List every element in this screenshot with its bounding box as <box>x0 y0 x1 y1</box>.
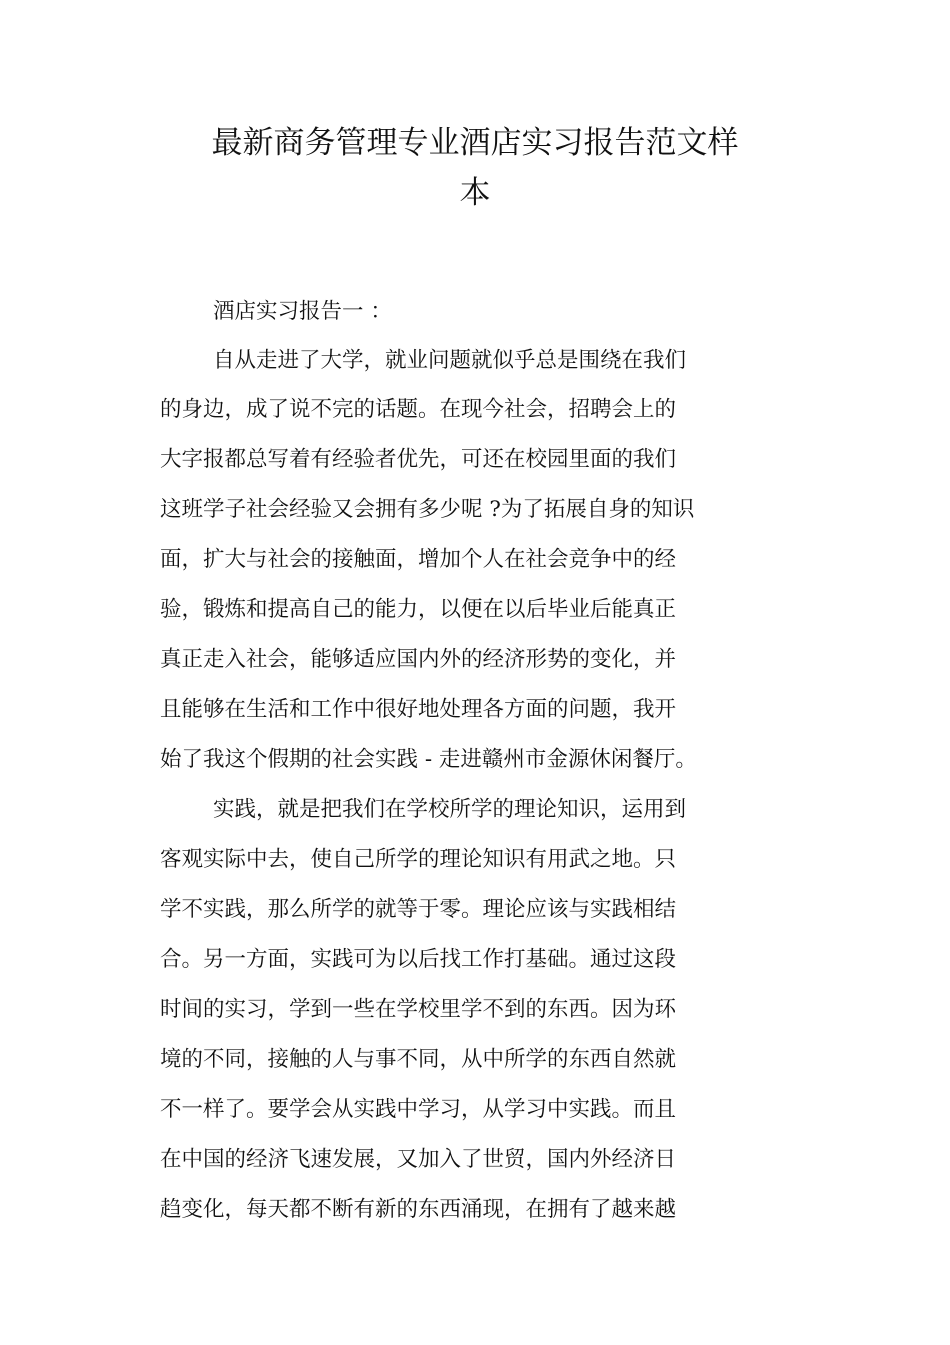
paragraph-1-line-7: 真正走入社会，能够适应国内外的经济形势的变化，并 <box>160 647 677 672</box>
paragraph-2-line-7: 不一样了。要学会从实践中学习，从学习中实践。而且 <box>160 1097 677 1122</box>
paragraph-1-line-1: 自从走进了大学，就业问题就似乎总是围绕在我们 <box>213 348 687 373</box>
paragraph-2-line-4: 合。另一方面，实践可为以后找工作打基础。通过这段 <box>160 947 677 972</box>
paragraph-2-line-8: 在中国的经济飞速发展，又加入了世贸，国内外经济日 <box>160 1147 677 1172</box>
paragraph-1-line-2: 的身边，成了说不完的话题。在现今社会，招聘会上的 <box>160 397 677 422</box>
paragraph-2-line-2: 客观实际中去，使自己所学的理论知识有用武之地。只 <box>160 847 677 872</box>
section-heading: 酒店实习报告一 ： <box>213 299 392 324</box>
paragraph-1-line-8: 且能够在生活和工作中很好地处理各方面的问题，我开 <box>160 697 677 722</box>
document-title-line-2: 本 <box>459 175 491 211</box>
paragraph-1-line-6: 验，锻炼和提高自己的能力，以便在以后毕业后能真正 <box>160 597 677 622</box>
paragraph-2-line-1: 实践，就是把我们在学校所学的理论知识，运用到 <box>213 797 687 822</box>
document-title-line-1: 最新商务管理专业酒店实习报告范文样 <box>211 125 739 161</box>
paragraph-2-line-6: 境的不同，接触的人与事不同，从中所学的东西自然就 <box>160 1047 677 1072</box>
paragraph-2-line-3: 学不实践，那么所学的就等于零。理论应该与实践相结 <box>160 897 677 922</box>
paragraph-1-line-3: 大字报都总写着有经验者优先，可还在校园里面的我们 <box>160 447 677 472</box>
paragraph-1-line-9: 始了我这个假期的社会实践 - 走进赣州市金源休闲餐厅。 <box>160 747 697 772</box>
paragraph-2-line-9: 趋变化，每天都不断有新的东西涌现，在拥有了越来越 <box>160 1197 677 1222</box>
paragraph-1-line-5: 面，扩大与社会的接触面，增加个人在社会竞争中的经 <box>160 547 677 572</box>
paragraph-1-line-4: 这班学子社会经验又会拥有多少呢 ?为了拓展自身的知识 <box>160 497 695 522</box>
paragraph-2-line-5: 时间的实习，学到一些在学校里学不到的东西。因为环 <box>160 997 677 1022</box>
